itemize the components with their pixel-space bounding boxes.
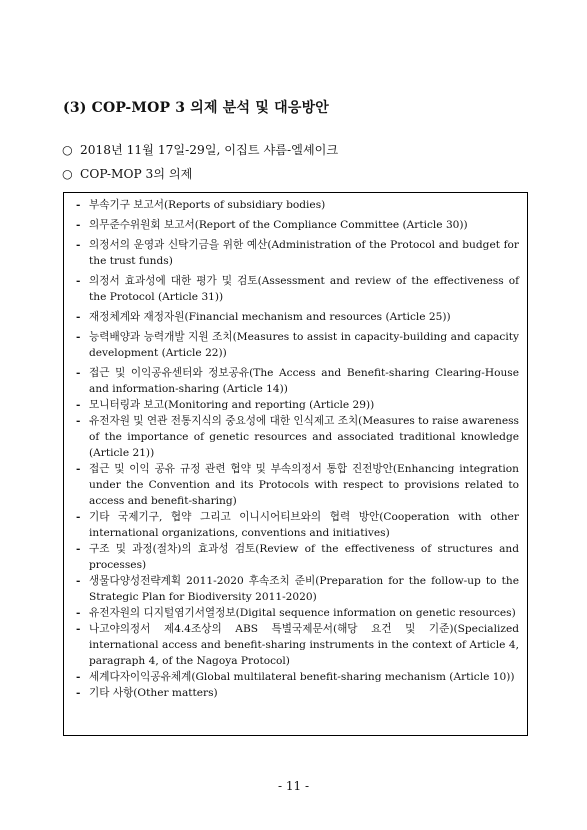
agenda-item (76, 329, 519, 361)
bullet-text: 2018년 11월 17일-29일, 이집트 샤름-엘셰이크 (80, 143, 339, 157)
agenda-item (76, 685, 519, 701)
agenda-item-text: 부속기구 보고서(Reports of subsidiary bodies) (89, 199, 326, 211)
dash-icon: - (76, 687, 81, 699)
section-heading: (3) COP-MOP 3 의제 분석 및 대응방안 (63, 100, 330, 116)
agenda-item (76, 397, 519, 413)
dash-icon: - (76, 311, 81, 323)
agenda-item (76, 605, 519, 621)
agenda-item (76, 217, 519, 233)
bullet-text: COP-MOP 3의 의제 (80, 167, 193, 181)
circle-bullet-icon: ○ (62, 143, 73, 157)
circle-bullet-icon: ○ (62, 167, 73, 181)
dash-icon: - (76, 607, 81, 619)
agenda-item (76, 669, 519, 685)
agenda-item (76, 413, 519, 461)
dash-icon: - (76, 239, 81, 251)
agenda-item-text: 의정서의 운영과 신탁기금을 위한 예산(Administration of the Protocol and budget for the trust funds) (89, 239, 519, 267)
page-number: - 11 - (277, 779, 309, 793)
agenda-box (63, 192, 528, 736)
agenda-item (76, 509, 519, 541)
dash-icon: - (76, 367, 81, 379)
agenda-item-text: 의무준수위원회 보고서(Report of the Compliance Committee (Article 30)) (89, 219, 468, 231)
dash-icon: - (76, 575, 81, 587)
dash-icon: - (76, 463, 81, 475)
agenda-item (76, 365, 519, 397)
agenda-item-text: 기타 국제기구, 협약 그리고 이니시어티브와의 협력 방안(Cooperation with other international organizations, conventions and initiatives) (89, 511, 519, 539)
agenda-item-text: 접근 및 이익공유센터와 정보공유(The Access and Benefit-sharing Clearing-House and information-sharing (Article 14)) (89, 367, 519, 395)
agenda-item (76, 197, 519, 213)
dash-icon: - (76, 543, 81, 555)
agenda-item-text: 능력배양과 능력개발 지원 조치(Measures to assist in capacity-building and capacity development (Article 22)) (89, 331, 519, 359)
agenda-list (64, 193, 527, 701)
agenda-item-text: 접근 및 이익 공유 규정 관련 협약 및 부속의정서 통합 진전방안(Enhancing integration under the Convention and its Protocols with respect to provisions related to access and benefit-sharing) (89, 463, 519, 507)
agenda-item-text: 모니터링과 보고(Monitoring and reporting (Article 29)) (89, 399, 375, 411)
dash-icon: - (76, 331, 81, 343)
agenda-item (76, 309, 519, 325)
agenda-item (76, 573, 519, 605)
agenda-item-text: 세계다자이익공유체계(Global multilateral benefit-sharing mechanism (Article 10)) (89, 671, 515, 683)
agenda-item-text: 유전자원의 디지털염기서열정보(Digital sequence information on genetic resources) (89, 607, 516, 619)
agenda-item-text: 구조 및 과정(절차)의 효과성 검토(Review of the effectiveness of structures and processes) (89, 543, 519, 571)
dash-icon: - (76, 199, 81, 211)
dash-icon: - (76, 415, 81, 427)
agenda-item-text: 생물다양성전략계획 2011-2020 후속조치 준비(Preparation for the follow-up to the Strategic Plan for Biodiversity 2011-2020) (89, 575, 519, 603)
agenda-item-text: 재정체계와 재정자원(Financial mechanism and resources (Article 25)) (89, 311, 451, 323)
dash-icon: - (76, 671, 81, 683)
dash-icon: - (76, 623, 81, 635)
agenda-item-text: 기타 사항(Other matters) (89, 687, 218, 699)
agenda-item (76, 273, 519, 305)
dash-icon: - (76, 399, 81, 411)
bullet-date-location (62, 141, 338, 158)
agenda-item-text: 유전자원 및 연관 전통지식의 중요성에 대한 인식제고 조치(Measures to raise awareness of the importance of genetic resources and associated traditional knowledge (Article 21)) (89, 415, 519, 459)
agenda-item (76, 541, 519, 573)
dash-icon: - (76, 511, 81, 523)
agenda-item-text: 의정서 효과성에 대한 평가 및 검토(Assessment and review of the effectiveness of the Protocol (Article 31)) (89, 275, 519, 303)
agenda-item (76, 621, 519, 669)
dash-icon: - (76, 275, 81, 287)
agenda-item (76, 237, 519, 269)
dash-icon: - (76, 219, 81, 231)
agenda-item (76, 461, 519, 509)
bullet-agenda-title (62, 165, 192, 182)
agenda-item-text: 나고야의정서 제4.4조상의 ABS 특별국제문서(해당 요건 및 기준)(Specialized international access and benefit-sharing instruments in the context of Article 4, paragraph 4, of the Nagoya Protocol) (89, 623, 519, 667)
